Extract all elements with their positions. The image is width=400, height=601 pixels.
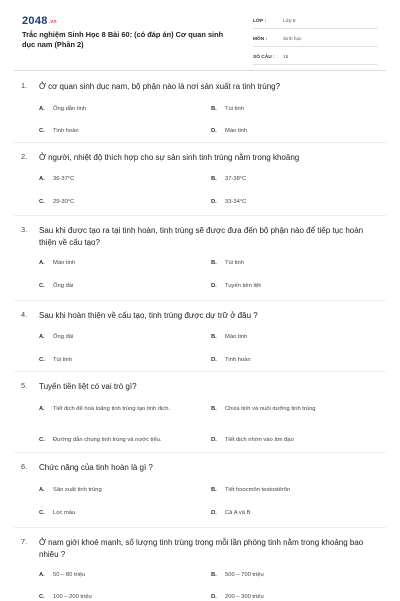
question-number: 4. <box>21 310 28 319</box>
option-text: 37-38°C <box>225 176 247 182</box>
option-text: Đường dẫn chung tinh trùng và nước tiểu. <box>53 437 162 443</box>
option-text: 500 – 700 triệu <box>225 572 264 578</box>
option-letter: C. <box>39 283 45 289</box>
answer-option[interactable] <box>211 356 381 364</box>
option-letter: B. <box>211 260 217 266</box>
meta-value: 15 <box>283 54 289 60</box>
option-text: 50 – 80 triệu <box>53 572 86 578</box>
option-letter: B. <box>211 334 217 340</box>
answer-option[interactable] <box>39 127 204 135</box>
option-letter: A. <box>39 487 45 493</box>
question-divider <box>14 371 386 372</box>
option-text: Ống đái <box>53 283 74 289</box>
answer-option[interactable] <box>39 282 204 290</box>
meta-value: Lớp 8 <box>283 18 296 24</box>
quiz-meta <box>253 14 378 68</box>
option-text: Tiết hoocmôn testostêrôn <box>225 487 291 493</box>
meta-label: MÔN : <box>253 36 268 42</box>
option-text: 36-37°C <box>53 176 75 182</box>
question-text: Sau khi hoàn thiện về cấu tạo, tinh trùng được dự trữ ở đâu ? <box>39 311 258 320</box>
answer-option[interactable] <box>211 127 381 135</box>
answer-option[interactable] <box>211 105 381 113</box>
option-letter: A. <box>39 176 45 182</box>
option-text: Mào tinh <box>225 128 248 134</box>
question-number: 5. <box>21 381 28 390</box>
option-text: Lọc máu <box>53 510 76 516</box>
option-letter: B. <box>211 176 217 182</box>
answer-option[interactable] <box>39 105 204 113</box>
option-letter: D. <box>211 357 217 363</box>
option-letter: C. <box>39 510 45 516</box>
logo-suffix: .vn <box>48 19 57 25</box>
answer-option[interactable] <box>211 571 381 579</box>
option-text: 29-30°C <box>53 199 75 205</box>
option-letter: A. <box>39 106 45 112</box>
option-text: Tinh hoàn <box>225 357 251 363</box>
answer-option[interactable] <box>39 356 204 364</box>
option-text: Tiết dịch để hoà loãng tinh trùng tạo tinh dịch. <box>53 406 171 412</box>
question-divider <box>14 215 386 216</box>
option-text: Ống dẫn tinh <box>53 106 87 112</box>
answer-option[interactable] <box>39 259 204 267</box>
question-number: 6. <box>21 462 28 471</box>
question-divider <box>14 142 386 143</box>
question-text: Sau khi được tạo ra tại tinh hoàn, tinh trùng sẽ được đưa đến bộ phận nào để tiếp tục hoàn thiện về cấu tạo? <box>39 226 364 247</box>
option-letter: D. <box>211 437 217 443</box>
option-text: Túi tinh <box>53 357 73 363</box>
option-text: Mào tinh <box>225 334 248 340</box>
answer-option[interactable] <box>211 175 381 183</box>
answer-option[interactable] <box>39 198 204 206</box>
page-title: Trắc nghiệm Sinh Học 8 Bài 60: (có đáp án) Cơ quan sinh dục nam (Phần 2) <box>22 30 224 49</box>
answer-option[interactable] <box>211 333 381 341</box>
answer-option[interactable] <box>39 333 204 341</box>
question-number: 7. <box>21 537 28 546</box>
option-text: 200 – 300 triệu <box>225 594 264 600</box>
option-text: Tuyến tiền liệt <box>225 283 261 289</box>
meta-row-subject <box>253 32 378 47</box>
option-letter: D. <box>211 510 217 516</box>
question-divider <box>14 300 386 301</box>
question-divider <box>14 452 386 453</box>
site-logo[interactable] <box>22 15 57 27</box>
option-text: Tiết dịch nhờn vào âm đạo <box>225 437 294 443</box>
header-divider <box>14 70 386 71</box>
meta-label: SỐ CÂU : <box>253 54 275 60</box>
answer-option[interactable] <box>211 198 381 206</box>
option-text: Ống đái <box>53 334 74 340</box>
question-text: Ở cơ quan sinh dục nam, bộ phận nào là nơi sản xuất ra tinh trùng? <box>39 82 281 91</box>
option-letter: B. <box>211 572 217 578</box>
option-text: Túi tinh <box>225 260 245 266</box>
option-text: Túi tinh <box>225 106 245 112</box>
option-letter: C. <box>39 199 45 205</box>
question-text: Tuyến tiền liệt có vai trò gì? <box>39 382 137 391</box>
answer-option[interactable] <box>39 436 204 444</box>
answer-option[interactable] <box>211 436 381 444</box>
option-letter: D. <box>211 594 217 600</box>
option-text: Sản xuất tinh trùng <box>53 487 102 493</box>
option-letter: C. <box>39 128 45 134</box>
option-letter: D. <box>211 128 217 134</box>
question-divider <box>14 527 386 528</box>
question-number: 3. <box>21 225 28 234</box>
meta-row-count <box>253 50 378 65</box>
option-text: 33-34°C <box>225 199 247 205</box>
question-text: Ở nam giới khoẻ mạnh, số lượng tinh trùng trong mỗi lần phóng tinh nằm trong khoảng bao nhiêu ? <box>39 538 364 559</box>
option-text: Cả A và B <box>225 510 251 516</box>
meta-row-class <box>253 14 378 29</box>
answer-option[interactable] <box>39 405 204 413</box>
question-number: 2. <box>21 152 28 161</box>
option-letter: B. <box>211 106 217 112</box>
option-letter: A. <box>39 334 45 340</box>
answer-option[interactable] <box>211 509 381 517</box>
option-text: Mào tinh <box>53 260 76 266</box>
option-letter: A. <box>39 572 45 578</box>
option-letter: C. <box>39 357 45 363</box>
option-text: Tinh hoàn <box>53 128 79 134</box>
meta-value: Sinh học <box>283 36 302 42</box>
option-letter: D. <box>211 199 217 205</box>
option-letter: A. <box>39 260 45 266</box>
answer-option[interactable] <box>211 405 381 413</box>
option-text: 100 – 200 triệu <box>53 594 92 600</box>
question-text: Chức năng của tinh hoàn là gì ? <box>39 463 153 472</box>
option-letter: C. <box>39 594 45 600</box>
answer-option[interactable] <box>211 259 381 267</box>
answer-option[interactable] <box>39 486 204 494</box>
answer-option[interactable] <box>211 282 381 290</box>
option-letter: B. <box>211 406 217 412</box>
logo-text: 2048 <box>22 15 48 27</box>
option-text: Chứa tinh và nuôi dưỡng tinh trùng <box>225 406 316 412</box>
option-letter: C. <box>39 437 45 443</box>
answer-option[interactable] <box>39 175 204 183</box>
question-number: 1. <box>21 81 28 90</box>
meta-label: LỚP : <box>253 18 267 24</box>
answer-option[interactable] <box>39 509 204 517</box>
question-text: Ở người, nhiệt độ thích hợp cho sự sản sinh tinh trùng nằm trong khoảng <box>39 153 300 162</box>
option-letter: B. <box>211 487 217 493</box>
answer-option[interactable] <box>211 486 381 494</box>
option-letter: A. <box>39 406 45 412</box>
option-letter: D. <box>211 283 217 289</box>
answer-option[interactable] <box>39 571 204 579</box>
